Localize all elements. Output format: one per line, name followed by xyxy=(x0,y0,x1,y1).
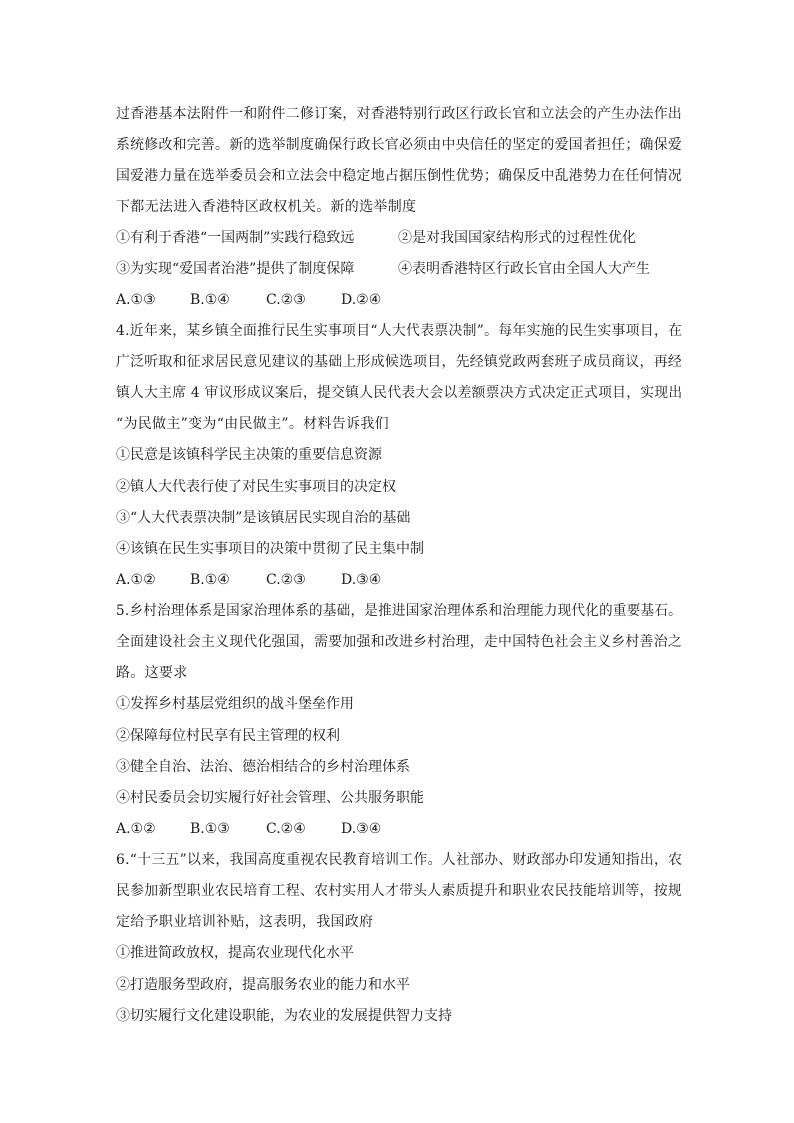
q4-item-4: ④该镇在民生实事项目的决策中贯彻了民主集中制 xyxy=(116,541,424,557)
q3-item-3: ③为实现“爱国者治港”提供了制度保障 xyxy=(116,261,355,277)
q5-option-a: A.①② xyxy=(116,821,156,837)
q3-option-b: B.①④ xyxy=(190,292,230,308)
q4-stem-line-4: “为民做主”变为“由民做主”。材料告诉我们 xyxy=(116,416,389,432)
q5-item-2: ②保障每位村民享有民主管理的权利 xyxy=(116,728,340,744)
q3-item-4: ④表明香港特区行政长官由全国人大产生 xyxy=(398,261,650,277)
q3-stem-line-4: 下都无法进入香港特区政权机关。新的选举制度 xyxy=(116,199,417,215)
q5-option-b: B.①③ xyxy=(190,821,230,837)
q4-stem-line-2: 广泛听取和征求居民意见建议的基础上形成候选项目，先经镇党政两套班子成员商议，再经 xyxy=(116,354,682,370)
q3-item-1: ①有利于香港“一国两制”实践行稳致远 xyxy=(116,230,355,246)
q6-item-2: ②打造服务型政府，提高服务农业的能力和水平 xyxy=(116,977,410,993)
q5-option-c: C.②④ xyxy=(266,821,306,837)
q3-stem-line-3: 国爱港力量在选举委员会和立法会中稳定地占据压倒性优势；确保反中乱港势力在任何情况 xyxy=(116,168,682,184)
q5-item-4: ④村民委员会切实履行好社会管理、公共服务职能 xyxy=(116,790,424,806)
q3-item-2: ②是对我国国家结构形式的过程性优化 xyxy=(398,230,636,246)
q4-item-3: ③“人大代表票决制”是该镇居民实现自治的基础 xyxy=(116,510,411,526)
q4-stem-line-3: 镇人大主席 4 审议形成议案后，提交镇人民代表大会以差额票决方式决定正式项目，实现出 xyxy=(116,385,683,401)
q6-stem-line-2: 民参加新型职业农民培育工程、农村实用人才带头人素质提升和职业农民技能培训等，按规 xyxy=(116,883,682,899)
q4-option-b: B.①④ xyxy=(190,572,230,588)
q6-stem-line-3: 定给予职业培训补贴，这表明，我国政府 xyxy=(116,914,374,930)
q5-stem-line-2: 全面建设社会主义现代化强国，需要加强和改进乡村治理，走中国特色社会主义乡村善治之 xyxy=(116,634,682,650)
q5-option-d: D.③④ xyxy=(341,821,382,837)
q4-item-1: ①民意是该镇科学民主决策的重要信息资源 xyxy=(116,447,382,463)
q6-item-1: ①推进简政放权，提高农业现代化水平 xyxy=(116,945,354,961)
q3-option-a: A.①③ xyxy=(116,292,156,308)
q4-option-a: A.①② xyxy=(116,572,156,588)
q4-option-c: C.②③ xyxy=(266,572,306,588)
q6-stem-line-1: 6.“十三五”以来，我国高度重视农民教育培训工作。人社部办、财政部办印发通知指出，农 xyxy=(116,852,683,868)
q5-item-3: ③健全自治、法治、德治相结合的乡村治理体系 xyxy=(116,759,410,775)
q3-option-d: D.②④ xyxy=(341,292,382,308)
q3-stem-line-2: 系统修改和完善。新的选举制度确保行政长官必须由中央信任的坚定的爱国者担任；确保爱 xyxy=(116,137,682,153)
q3-stem-line-1: 过香港基本法附件一和附件二修订案，对香港特别行政区行政长官和立法会的产生办法作出 xyxy=(116,106,682,122)
q4-option-d: D.③④ xyxy=(341,572,382,588)
q5-stem-line-1: 5.乡村治理体系是国家治理体系的基础，是推进国家治理体系和治理能力现代化的重要基石。 xyxy=(116,603,682,619)
q4-stem-line-1: 4.近年来，某乡镇全面推行民生实事项目“人大代表票决制”。每年实施的民生实事项目，在 xyxy=(116,323,683,339)
q6-item-3: ③切实履行文化建设职能，为农业的发展提供智力支持 xyxy=(116,1008,452,1024)
q4-item-2: ②镇人大代表行使了对民生实事项目的决定权 xyxy=(116,479,396,495)
q5-item-1: ①发挥乡村基层党组织的战斗堡垒作用 xyxy=(116,696,354,712)
q3-option-c: C.②③ xyxy=(266,292,306,308)
q5-stem-line-3: 路。这要求 xyxy=(116,665,188,681)
